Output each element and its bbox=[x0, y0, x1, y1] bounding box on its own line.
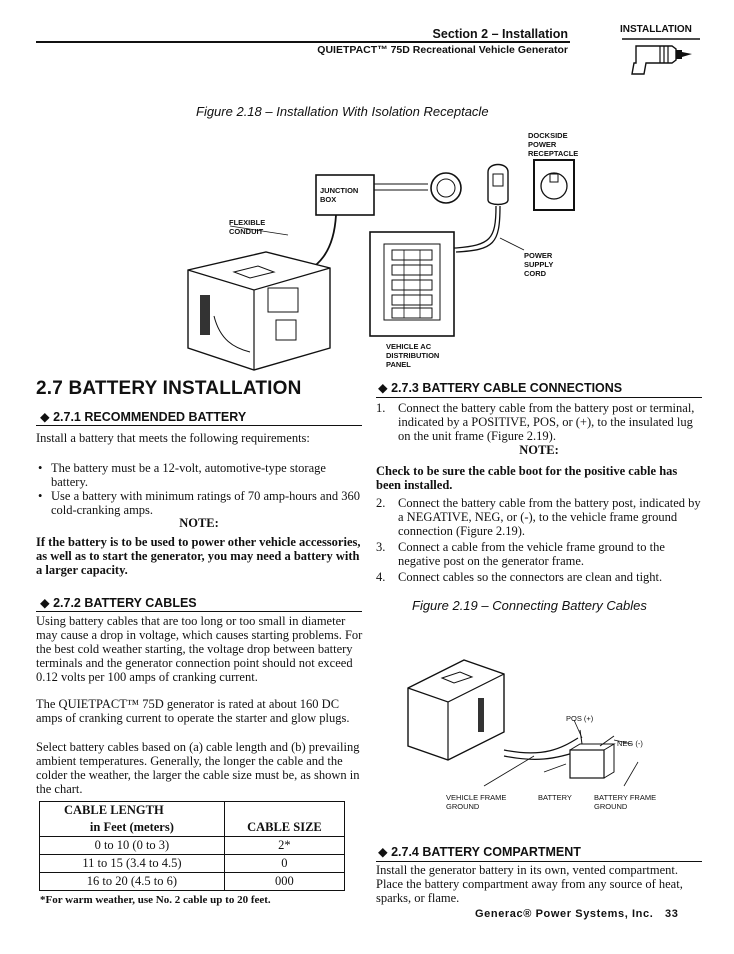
power-plug bbox=[488, 165, 508, 205]
vehicle-frame-ground-label: VEHICLE FRAME GROUND bbox=[446, 793, 507, 811]
figure-2-19-caption: Figure 2.19 – Connecting Battery Cables bbox=[412, 598, 647, 613]
heading-rule bbox=[36, 611, 362, 612]
list-item: 2. Connect the battery cable from the battery post, indicated by a NEGATIVE, NEG, or (-), to the vehicle frame ground connection (Figure 2.19). bbox=[376, 496, 701, 538]
table-header-row bbox=[40, 802, 345, 820]
note-label: NOTE: bbox=[519, 443, 559, 457]
cables-paragraph-2: The QUIETPACT™ 75D generator is rated at about 160 DC amps of cranking current to operate the starter and glow plugs. bbox=[36, 697, 350, 725]
note-text: If the battery is to be used to power other vehicle accessories, as well as to start the generator, you may need a battery with a larger capacity. bbox=[36, 535, 361, 577]
power-cord-label: POWER SUPPLY CORD bbox=[524, 251, 554, 278]
table-cell: 0 bbox=[224, 855, 344, 873]
battery-compartment-heading: ◆ 2.7.4 BATTERY COMPARTMENT bbox=[378, 845, 581, 859]
battery-label: BATTERY bbox=[538, 793, 572, 802]
section-title: Section 2 – Installation bbox=[432, 27, 568, 41]
table-row bbox=[40, 855, 345, 873]
section-heading: 2.7 BATTERY INSTALLATION bbox=[36, 378, 302, 399]
table-row bbox=[40, 873, 345, 891]
table-header-cell: CABLE LENGTH bbox=[40, 802, 225, 820]
neg-label: NEG (-) bbox=[617, 739, 643, 748]
figure-2-18-caption: Figure 2.18 – Installation With Isolation Receptacle bbox=[196, 104, 489, 119]
cables-paragraph-3: Select battery cables based on (a) cable length and (b) prevailing ambient temperatures. Generally, the longer the cable and the colder the weather, the larger the cable size must be, as shown in the chart. bbox=[36, 740, 360, 796]
table-cell: 000 bbox=[224, 873, 344, 891]
table-cell: 11 to 15 (3.4 to 4.5) bbox=[40, 855, 225, 873]
dockside-receptacle bbox=[534, 160, 574, 210]
table-header-cell: CABLE SIZE bbox=[224, 819, 344, 837]
drill-icon bbox=[622, 36, 704, 78]
cable-size-table bbox=[39, 801, 345, 891]
heading-rule bbox=[376, 397, 702, 398]
compartment-text: Install the generator battery in its own, vented compartment. Place the battery compartment away from any source of heat, sparks, or flame. bbox=[376, 863, 683, 905]
connection-steps-1 bbox=[376, 401, 702, 443]
list-item: 4. Connect cables so the connectors are clean and tight. bbox=[376, 570, 663, 584]
battery-cables-heading: ◆ 2.7.2 BATTERY CABLES bbox=[40, 596, 197, 610]
battery-frame-ground-label: BATTERY FRAME GROUND bbox=[594, 793, 657, 811]
cable-connections-heading: ◆ 2.7.3 BATTERY CABLE CONNECTIONS bbox=[378, 381, 623, 395]
generator-unit bbox=[408, 660, 504, 760]
recommended-battery-heading: ◆ 2.7.1 RECOMMENDED BATTERY bbox=[40, 410, 247, 424]
table-footnote: *For warm weather, use No. 2 cable up to 20 feet. bbox=[40, 894, 271, 906]
header-rule bbox=[36, 41, 570, 43]
requirements-list bbox=[36, 461, 362, 517]
connection-steps-2 bbox=[376, 496, 702, 584]
list-item: 3. Connect a cable from the vehicle frame ground to the negative post on the generator frame. bbox=[376, 540, 665, 568]
table-row bbox=[40, 837, 345, 855]
table-header-cell bbox=[224, 802, 344, 820]
list-item: • The battery must be a 12-volt, automotive-type storage battery. bbox=[36, 461, 362, 489]
heading-rule bbox=[376, 861, 702, 862]
table-cell: 2* bbox=[224, 837, 344, 855]
table-header-row bbox=[40, 819, 345, 837]
cables-paragraph-1: Using battery cables that are too long or too small in diameter may cause a drop in voltage, which causes starting problems. For the best cold weather starting, the voltage drop between battery terminals and the generator connection point should not exceed 0.12 volts per 100 amps of cranking current. bbox=[36, 614, 363, 684]
list-item: 1. Connect the battery cable from the battery post or terminal, indicated by a POSITIVE, POS, or (+), to the insulated lug on the unit frame (Figure 2.19). bbox=[376, 401, 695, 443]
battery bbox=[570, 750, 604, 778]
distribution-panel-label: VEHICLE AC DISTRIBUTION PANEL bbox=[386, 342, 440, 369]
pos-label: POS (+) bbox=[566, 714, 594, 723]
recommended-intro: Install a battery that meets the following requirements: bbox=[36, 431, 310, 445]
table-header-cell: in Feet (meters) bbox=[40, 819, 225, 837]
page-number: 33 bbox=[665, 908, 679, 920]
table-cell: 0 to 10 (0 to 3) bbox=[40, 837, 225, 855]
note-label: NOTE: bbox=[179, 516, 219, 530]
heading-rule bbox=[36, 425, 362, 426]
note-text: Check to be sure the cable boot for the positive cable has been installed. bbox=[376, 464, 678, 492]
page-footer bbox=[475, 908, 678, 920]
figure-2-19-diagram bbox=[394, 640, 684, 800]
list-item: • Use a battery with minimum ratings of 70 amp-hours and 360 cold-cranking amps. bbox=[36, 489, 362, 517]
junction-box-label: JUNCTION BOX bbox=[320, 186, 359, 204]
company-name: Generac® Power Systems, Inc. bbox=[475, 908, 654, 920]
product-title: QUIETPACT™ 75D Recreational Vehicle Generator bbox=[317, 44, 568, 56]
table-cell: 16 to 20 (4.5 to 6) bbox=[40, 873, 225, 891]
dockside-label: DOCKSIDE POWER RECEPTACLE bbox=[528, 131, 579, 158]
installation-tab-label: INSTALLATION bbox=[620, 24, 692, 35]
flexible-conduit-label: FLEXIBLE CONDUIT bbox=[229, 218, 266, 236]
